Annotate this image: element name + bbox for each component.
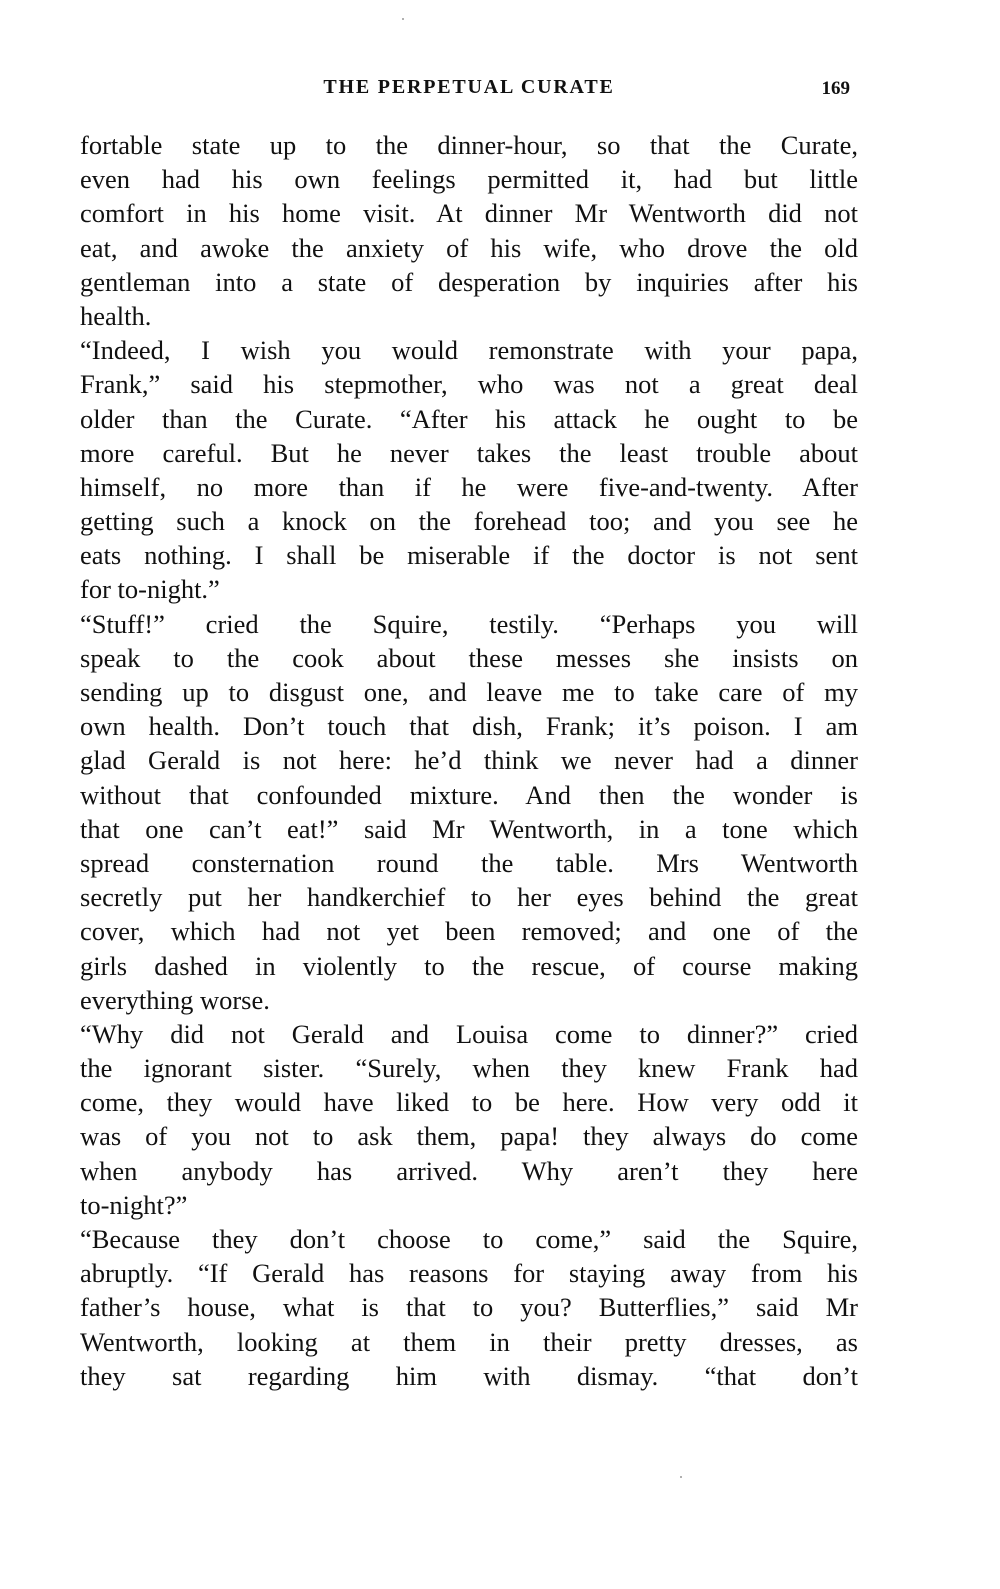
page-number: 169 (821, 78, 850, 99)
text-line: without that confounded mixture. And then the wonder is (80, 779, 858, 810)
text-line: for to-night.” (80, 574, 220, 605)
page-header (80, 70, 858, 110)
text-line: “Stuff!” cried the Squire, testily. “Perhaps you will (80, 608, 858, 639)
text-line: come, they would have liked to be here. How very odd it (80, 1087, 858, 1118)
text-line: abruptly. “If Gerald has reasons for staying away from his (80, 1258, 858, 1289)
text-line: Wentworth, looking at them in their pretty dresses, as (80, 1326, 858, 1357)
text-line: to-night?” (80, 1189, 188, 1220)
text-line: himself, no more than if he were five-and-twenty. After (80, 471, 858, 502)
text-line: older than the Curate. “After his attack he ought to be (80, 403, 858, 434)
text-line: more careful. But he never takes the least trouble about (80, 437, 858, 468)
text-line: the ignorant sister. “Surely, when they knew Frank had (80, 1053, 858, 1084)
scan-speck-bottom (680, 1476, 682, 1478)
text-line: girls dashed in violently to the rescue, of course making (80, 950, 858, 981)
text-line: “Why did not Gerald and Louisa come to dinner?” cried (80, 1018, 858, 1049)
text-line: cover, which had not yet been removed; and one of the (80, 916, 858, 947)
text-line: fortable state up to the dinner-hour, so that the Curate, (80, 130, 858, 160)
text-line: eat, and awoke the anxiety of his wife, who drove the old (80, 232, 858, 263)
text-line: was of you not to ask them, papa! they always do come (80, 1121, 858, 1152)
text-line: sending up to disgust one, and leave me to take care of my (80, 677, 858, 707)
text-line: “Indeed, I wish you would remonstrate with your papa, (80, 335, 858, 366)
text-line: own health. Don’t touch that dish, Frank; it’s poison. I am (80, 711, 858, 742)
text-line: “Because they don’t choose to come,” said the Squire, (80, 1224, 858, 1254)
text-line: when anybody has arrived. Why aren’t they here (80, 1155, 858, 1186)
text-line: comfort in his home visit. At dinner Mr Wentworth did not (80, 198, 858, 229)
text-line: secretly put her handkerchief to her eyes behind the great (80, 882, 858, 913)
text-line: everything worse. (80, 984, 270, 1015)
running-title: THE PERPETUAL CURATE (323, 76, 615, 98)
text-line: health. (80, 300, 152, 331)
text-line: gentleman into a state of desperation by inquiries after his (80, 266, 858, 297)
text-line: eats nothing. I shall be miserable if the doctor is not sent (80, 540, 858, 571)
scan-speck-top (402, 18, 404, 20)
text-line: glad Gerald is not here: he’d think we never had a dinner (80, 745, 858, 776)
text-line: they sat regarding him with dismay. “that don’t (80, 1360, 858, 1391)
body-text (80, 128, 858, 1393)
text-line: speak to the cook about these messes she insists on (80, 642, 858, 673)
text-line: Frank,” said his stepmother, who was not a great deal (80, 369, 858, 400)
text-line: even had his own feelings permitted it, had but little (80, 164, 858, 195)
text-line: spread consternation round the table. Mrs Wentworth (80, 847, 858, 878)
text-line: father’s house, what is that to you? Butterflies,” said Mr (80, 1292, 858, 1323)
text-line: getting such a knock on the forehead too; and you see he (80, 506, 858, 537)
text-line: that one can’t eat!” said Mr Wentworth, in a tone which (80, 813, 858, 844)
